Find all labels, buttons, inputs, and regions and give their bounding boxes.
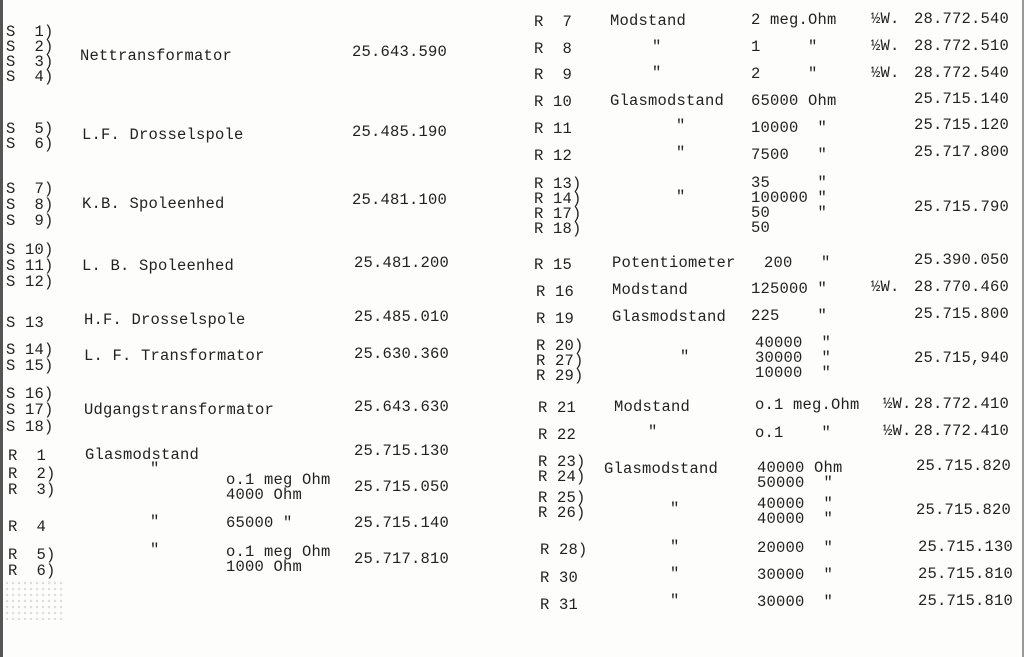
part-name: Modstand [614,398,691,416]
part-name: Potentiometer [612,254,736,272]
part-spec: o.1 meg Ohm 1000 Ohm [226,543,331,576]
part-ref: R 6) [8,562,56,580]
wattage: ½W. [871,64,900,82]
part-name: K.B. Spoleenhed [82,195,225,213]
part-ref: R 5) [8,546,56,564]
part-number: 25.715.790 [914,198,1010,216]
part-ref: R 19 [536,310,575,328]
part-ref: S 10) [6,241,54,259]
part-number: 25.715.820 [916,457,1012,475]
part-number: 25.643.630 [354,398,450,416]
part-ref: R 12 [534,147,573,165]
part-name: Modstand [610,12,687,30]
part-name: Glasmodstand [612,308,727,326]
part-ref-group: R 23) R 24) [538,453,586,486]
part-ref: R 16 [536,283,575,301]
part-ref: S 3) [6,53,54,71]
wattage: ½W. [871,10,900,28]
part-number: 28.772.540 [914,64,1010,82]
part-value: 30000 " [757,566,834,584]
part-ref: S 15) [6,357,54,375]
part-ref: R 10 [534,93,573,111]
part-value: 10000 " [751,119,828,137]
part-value: 2 " [751,65,818,83]
part-number: 28.772.540 [914,10,1010,28]
part-number: 25.715.810 [918,565,1014,583]
part-ref: S 11) [6,257,54,275]
part-number: 28.772.410 [914,422,1010,440]
part-ref: R 4 [8,518,47,536]
part-name: Glasmodstand [610,92,725,110]
part-number: 25.715.800 [914,305,1010,323]
part-spec: 65000 " [226,514,293,532]
part-number: 25.715.140 [354,514,450,532]
part-value-group: 40000 " 30000 " 10000 " [755,334,832,382]
part-number: 25.715.050 [354,478,450,496]
part-number: 28.772.410 [914,395,1010,413]
part-ref: R 11 [534,120,573,138]
wattage: ½W. [871,278,900,296]
part-ref: S 12) [6,273,54,291]
part-ref: S 1) [6,23,54,41]
ditto-mark: " [676,117,686,135]
part-number: 25.481.200 [354,254,450,272]
ditto-mark: " [670,538,680,556]
ditto-mark: " [670,565,680,583]
part-ref-group: R 20) R 27) R 29) [536,337,584,385]
part-name: Modstand [612,281,689,299]
part-name: L. B. Spoleenhed [82,257,235,275]
part-name: Udgangstransformator [84,401,275,419]
part-value-group: 35 " 100000 " 50 " 50 [751,174,828,237]
ditto-mark: " [648,423,658,441]
part-ref: S 18) [6,418,54,436]
part-ref-group: R 25) R 26) [538,489,586,522]
part-ref: R 31 [540,596,579,614]
part-value-group: 40000 " 40000 " [757,495,834,528]
part-number: 25.481.100 [352,191,448,209]
part-ref: S 17) [6,401,54,419]
part-number: 25.715,940 [914,349,1010,367]
part-number: 25.717.800 [914,143,1010,161]
part-ref: S 4) [6,68,54,86]
ditto-mark: " [676,188,686,206]
part-ref: S 13 [6,314,45,332]
part-ref: S 14) [6,341,54,359]
part-number: 25.715.120 [914,116,1010,134]
part-number: 25.717.810 [354,550,450,568]
part-ref: R 21 [538,399,577,417]
part-ref: R 28) [540,541,588,559]
part-number: 25.643.590 [352,43,448,61]
ditto-mark: " [150,541,160,559]
part-number: 25.630.360 [354,345,450,363]
ditto-mark: " [150,513,160,531]
part-ref: S 16) [6,385,54,403]
part-number: 25.715.810 [918,592,1014,610]
part-ref: S 7) [6,180,54,198]
part-ref: R 22 [538,426,577,444]
part-value: 30000 " [757,593,834,611]
wattage: ½W. [883,395,912,413]
ditto-mark: " [680,348,690,366]
ditto-mark: " [150,460,160,478]
scan-speckle [4,580,64,620]
ditto-mark: " [676,144,686,162]
part-value: 125000 " [751,280,828,298]
part-value-group: 40000 Ohm 50000 " [757,459,843,492]
part-name: H.F. Drosselspole [84,311,246,329]
part-number: 25.715.130 [354,442,450,460]
part-spec: o.1 meg Ohm 4000 Ohm [226,471,331,504]
part-name: L.F. Drosselspole [82,126,244,144]
part-value: 1 " [751,38,818,56]
part-number: 28.772.510 [914,37,1010,55]
part-value: 200 " [764,254,831,272]
part-ref: R 15 [534,256,573,274]
part-ref: R 2) [8,465,56,483]
part-value: o.1 " [755,424,832,442]
part-ref-group: R 13) R 14) R 17) R 18) [534,175,582,238]
part-number: 25.485.010 [354,308,450,326]
part-value: o.1 meg.Ohm [755,396,860,414]
part-ref: R 30 [540,569,579,587]
part-number: 25.485.190 [352,123,448,141]
ditto-mark: " [652,38,662,56]
part-ref: R 9 [534,66,573,84]
part-number: 25.715.820 [916,501,1012,519]
part-ref: S 2) [6,38,54,56]
ditto-mark: " [670,592,680,610]
part-ref: R 1 [8,447,47,465]
page-edge-line [0,0,3,657]
part-name: L. F. Transformator [84,347,265,365]
part-number: 28.770.460 [914,278,1010,296]
ditto-mark: " [670,500,680,518]
part-value: 225 " [751,307,828,325]
part-ref: S 6) [6,135,54,153]
part-ref: S 5) [6,120,54,138]
part-value: 65000 Ohm [751,92,837,110]
wattage: ½W. [883,422,912,440]
part-number: 25.715.140 [914,90,1010,108]
part-name: Glasmodstand [85,446,200,464]
part-ref: R 7 [534,13,573,31]
wattage: ½W. [871,37,900,55]
part-ref: R 8 [534,40,573,58]
part-value: 7500 " [751,146,828,164]
part-number: 25.715.130 [918,538,1014,556]
part-ref: S 9) [6,212,54,230]
part-number: 25.390.050 [914,251,1010,269]
part-value: 2 meg.Ohm [751,11,837,29]
part-ref: R 3) [8,481,56,499]
part-value: 20000 " [757,539,834,557]
part-name: Glasmodstand [604,460,719,478]
part-ref: S 8) [6,196,54,214]
ditto-mark: " [652,64,662,82]
part-name: Nettransformator [80,47,233,65]
